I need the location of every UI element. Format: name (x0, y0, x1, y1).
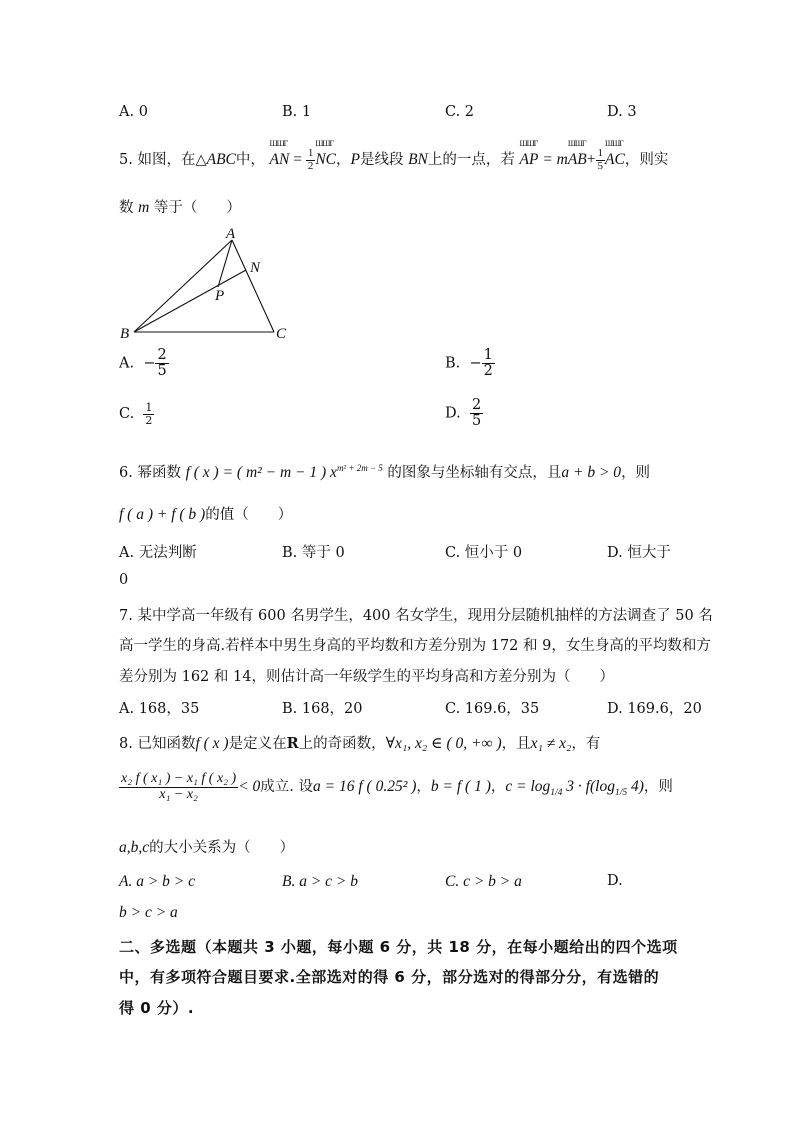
q8-option-d: D. (607, 873, 623, 889)
q6-option-a: A. 无法判断 (119, 545, 197, 561)
q6-option-c: C. 恒小于 0 (445, 545, 523, 561)
section-2-heading-line3: 得 0 分）. (119, 999, 195, 1017)
q7-option-b: B. 168，20 (282, 701, 363, 717)
label-a: A (226, 226, 236, 242)
q8-stem-line3: a,b,c的大小关系为（ ） (119, 839, 295, 856)
q6-option-d-wrap: 0 (119, 572, 129, 588)
side-ac (232, 240, 274, 332)
q8-option-a: A. a > b > c (119, 873, 196, 890)
q6-option-d: D. 恒大于 (607, 545, 671, 561)
q5-option-c: C. $\frac{1}{2}$ (119, 401, 153, 427)
q7-line3: 差分别为 162 和 14，则估计高一年级学生的平均身高和方差分别为（ ） (119, 669, 614, 685)
section-2-heading-line2: 中，有多项符合题目要求.全部选对的得 6 分，部分选对的得部分分，有选错的 (119, 968, 660, 986)
label-b: B (120, 326, 130, 342)
q8-option-d-wrap: b > c > a (119, 904, 178, 921)
q4-option-c: C. 2 (445, 104, 475, 120)
q6-stem-line1: 6. 幂函数 f ( x ) = ( m² − m − 1 ) $x^{m^2 + 2m - 5}$ 的图象与坐标轴有交点，且a + b > 0，则 (119, 463, 651, 481)
label-p: P (215, 288, 225, 304)
q4-option-d: D. 3 (607, 104, 637, 120)
q6-stem-line2: f ( a ) + f ( b )的值（ ） (119, 506, 293, 523)
q5-stem-line1: 5. 如图，在△ABC中， ШШГ AN = $\frac{1}{2}$ ШШГ NC，P是线段 BN上的一点，若 ШШГ AP = mШШГ AB+ $\frac{1}{5}$ ШШГ AC，则实 (119, 148, 668, 172)
q8-option-c: C. c > b > a (445, 873, 522, 890)
q7-option-d: D. 169.6，20 (607, 701, 702, 717)
q7-line2: 高一学生的身高.若样本中男生身高的平均数和方差分别为 172 和 9，女生身高的平均数和方 (119, 638, 711, 654)
label-n: N (250, 260, 261, 276)
q5-option-b: B. − $\frac{1}{2}$ (445, 347, 493, 380)
q5-option-a: A. − $\frac{2}{5}$ (119, 347, 167, 380)
q8-stem-line2: $\frac{\text{x₂ f ( x₁ ) − x₁ f ( x₂ )}}{\text{x₁ − x₂}}$ < 0成立. 设a = 16 f ( 0.25² )，b = f ( 1 )，$c = \log_{1/4} 3 \cdot f(\log_{1/5}$ 4)，则 (121, 771, 673, 802)
q4-option-a: A. 0 (119, 104, 148, 120)
triangle-figure (112, 224, 302, 346)
q7-option-c: C. 169.6，35 (445, 701, 540, 717)
q8-stem-line1: 8. 已知函数f ( x )是定义在R上的奇函数，∀x₁, x₂ ∈ ( 0, +∞ )，且x₁ ≠ x₂，有 (119, 735, 601, 752)
q5-option-d: D. $\frac{2}{5}$ (445, 397, 482, 430)
q8-option-b: B. a > c > b (282, 873, 359, 890)
label-c: C (276, 326, 287, 342)
q4-option-b: B. 1 (282, 104, 312, 120)
q7-line1: 7. 某中学高一年级有 600 名男学生，400 名女学生，现用分层随机抽样的方法调查了 50 名 (119, 608, 713, 624)
q6-option-b: B. 等于 0 (282, 545, 345, 561)
section-2-heading-line1: 二、多选题（本题共 3 小题，每小题 6 分，共 18 分，在每小题给出的四个选项 (119, 938, 678, 956)
q5-stem-line2: 数 m 等于（ ） (119, 199, 241, 216)
q7-option-a: A. 168，35 (119, 701, 200, 717)
